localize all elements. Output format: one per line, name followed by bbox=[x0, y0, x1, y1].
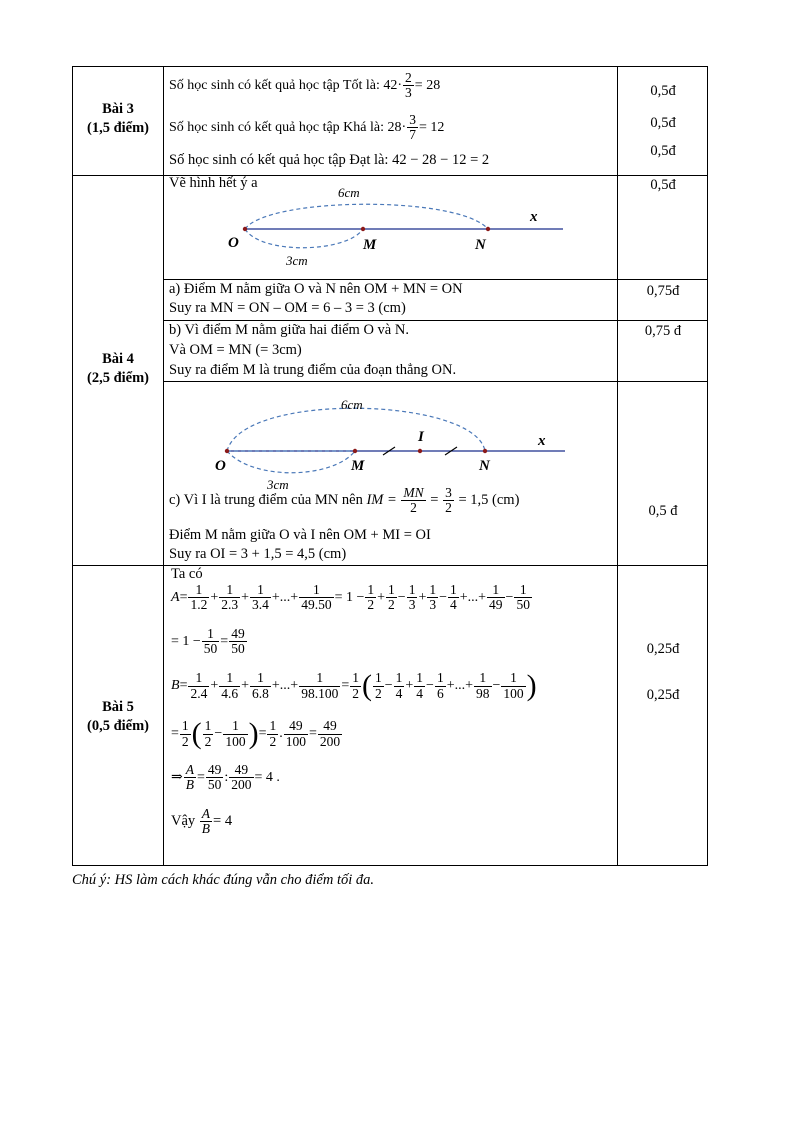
figure-1 bbox=[223, 185, 573, 277]
bai5-b-result: = $\frac{1}{2}$ ( $\frac{1}{2}$ − $\frac{1}{100}$ )= $\frac{1}{2}$ . $\frac{49}{100}$ = $\frac{49}{200}$ bbox=[171, 717, 341, 750]
bai4-c-line1: c) Vì I là trung điểm của MN nên IM = $\frac{MN}{2}$ = $\frac{3}{2}$ = 1,5 (cm) bbox=[169, 485, 520, 516]
bai4-b-line3: Suy ra điểm M là trung điểm của đoạn thẳng ON. bbox=[169, 362, 457, 378]
bai3-label: Bài 3 bbox=[102, 101, 134, 117]
figure-2 bbox=[213, 391, 573, 491]
bai4-c-line1-text: c) Vì I là trung điểm của MN nên bbox=[169, 492, 363, 508]
bai5-a-result: = 1 − $\frac{1}{50}$ = $\frac{49}{50}$ bbox=[171, 626, 245, 657]
label-n: N bbox=[475, 237, 486, 253]
point-n bbox=[486, 227, 490, 231]
arc-3cm bbox=[245, 229, 363, 248]
label2-6cm: 6cm bbox=[341, 397, 363, 412]
bai3-line1 bbox=[169, 71, 440, 100]
column-divider-left bbox=[163, 67, 164, 865]
bai3-points: (1,5 điểm) bbox=[86, 120, 149, 136]
bai3-score1: 0,5đ bbox=[650, 83, 676, 99]
point-m bbox=[361, 227, 365, 231]
bai5-intro: Ta có bbox=[171, 566, 203, 582]
label2-x: x bbox=[538, 433, 546, 449]
bai3-line3-text: Số học sinh có kết quả học tập Đạt là: bbox=[169, 152, 389, 168]
bai3-score3: 0,5đ bbox=[650, 143, 676, 159]
bai5-points: (0,5 điểm) bbox=[86, 718, 149, 734]
point2-n bbox=[483, 449, 487, 453]
bai4-a-score: 0,75đ bbox=[646, 283, 680, 299]
bai4-draw-score: 0,5đ bbox=[650, 177, 676, 193]
point2-o bbox=[225, 449, 229, 453]
bai4-b-score: 0,75 đ bbox=[644, 323, 682, 339]
bai3-line1-text: Số học sinh có kết quả học tập Tốt là: bbox=[169, 77, 380, 93]
bai3-line2 bbox=[169, 113, 444, 142]
bai3-line2-text: Số học sinh có kết quả học tập Khá là: bbox=[169, 119, 385, 135]
bai3-line3-math: 42 − 28 − 12 = 2 bbox=[392, 152, 490, 168]
label-x: x bbox=[530, 209, 538, 225]
row-divider-4c bbox=[163, 381, 707, 382]
bai3-score2: 0,5đ bbox=[650, 115, 676, 131]
footnote: Chú ý: HS làm cách khác đúng vẫn cho điểm tối đa. bbox=[72, 872, 375, 888]
label-m: M bbox=[363, 237, 377, 253]
arc-6cm bbox=[245, 204, 488, 229]
bai5-conclusion: Vậy $\frac{A}{B}$ = 4 bbox=[171, 806, 233, 837]
bai4-draw-text: Vẽ hình hết ý a bbox=[169, 175, 258, 191]
bai3-line1-math: 42· $\frac{2}{3}$ = 28 bbox=[383, 70, 441, 101]
bai4-label: Bài 4 bbox=[102, 351, 134, 367]
bai4-points: (2,5 điểm) bbox=[86, 370, 149, 386]
bai5-label: Bài 5 bbox=[102, 699, 134, 715]
row-divider-4b bbox=[163, 320, 707, 321]
grading-table bbox=[72, 66, 708, 866]
label2-m: M bbox=[351, 458, 365, 474]
label2-i: I bbox=[418, 429, 424, 445]
bai4-b-line2: Và OM = MN (= 3cm) bbox=[169, 342, 302, 358]
bai5-a-expression: A= $\frac{1}{1.2}$ + $\frac{1}{2.3}$ + $\frac{1}{3.4}$ +...+ $\frac{1}{49.50}$ = 1 − $\frac{1}{2}$ + $\frac{1}{2}$ − $\frac{1}{3}$ + $\frac{1}{3}$ − $\frac{1}{4}$ +...+ $\frac{1}{49}$ − $\frac{1}{50}$ bbox=[171, 582, 530, 613]
bai5-score1: 0,25đ bbox=[646, 641, 680, 657]
bai5-ratio: ⇒ $\frac{A}{B}$ = $\frac{49}{50}$ : $\frac{49}{200}$ = 4 . bbox=[171, 762, 280, 793]
label2-o: O bbox=[215, 458, 226, 474]
label-3cm: 3cm bbox=[286, 253, 308, 268]
bai4-c-line3: Suy ra OI = 3 + 1,5 = 4,5 (cm) bbox=[169, 546, 347, 562]
bai4-c-score: 0,5 đ bbox=[648, 503, 678, 519]
bai3-line2-math: 28· $\frac{3}{7}$ = 12 bbox=[387, 112, 445, 143]
bai5-score2: 0,25đ bbox=[646, 687, 680, 703]
label2-3cm: 3cm bbox=[267, 477, 289, 491]
bai4-a-line1: a) Điểm M nằm giữa O và N nên OM + MN = ON bbox=[169, 281, 463, 297]
arc2-3cm bbox=[227, 451, 355, 473]
point2-m bbox=[353, 449, 357, 453]
bai4-a-line2: Suy ra MN = ON – OM = 6 – 3 = 3 (cm) bbox=[169, 300, 406, 316]
label-6cm: 6cm bbox=[338, 185, 360, 200]
arc2-6cm bbox=[227, 408, 485, 451]
bai4-b-line1: b) Vì điểm M nằm giữa hai điểm O và N. bbox=[169, 322, 409, 338]
label-o: O bbox=[228, 235, 239, 251]
bai5-b-expression: B= $\frac{1}{2.4}$ + $\frac{1}{4.6}$ + $\frac{1}{6.8}$ +...+ $\frac{1}{98.100}$ = $\frac{1}{2}$ ( $\frac{1}{2}$ − $\frac{1}{4}$ + $\frac{1}{4}$ − $\frac{1}{6}$ +...+ $\frac{1}{98}$ − $\frac{1}{100}$ ) bbox=[171, 669, 537, 702]
point2-i bbox=[418, 449, 422, 453]
bai4-c-line2: Điểm M nằm giữa O và I nên OM + MI = OI bbox=[169, 527, 431, 543]
row-divider-4a bbox=[163, 279, 707, 280]
bai3-line3 bbox=[169, 152, 489, 169]
point-o bbox=[243, 227, 247, 231]
label2-n: N bbox=[479, 458, 490, 474]
row-divider-bai4 bbox=[73, 565, 707, 566]
bai4-c-math-lhs: IM = bbox=[366, 492, 397, 508]
